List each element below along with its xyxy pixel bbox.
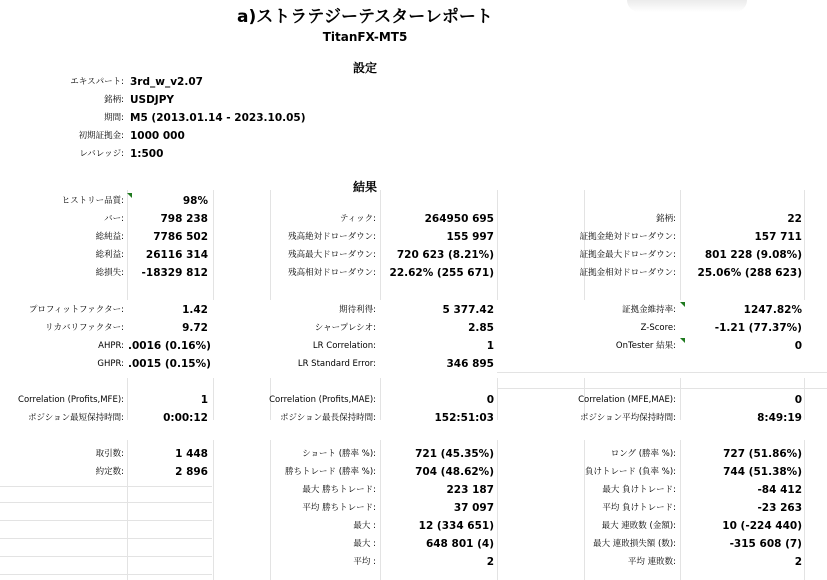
setting-1-value: USDJPY bbox=[130, 94, 175, 106]
stats-col3-1-label: Z-Score: bbox=[640, 323, 676, 333]
trades-col3-2-value: -84 412 bbox=[757, 484, 802, 496]
trades-col2-4-label: 最大 : bbox=[353, 521, 376, 531]
result-col1-2-label: 総利益: bbox=[95, 250, 124, 260]
setting-2-label: 期間: bbox=[104, 113, 124, 123]
setting-1-label: 銘柄: bbox=[104, 95, 124, 105]
trades-col2-6-value: 2 bbox=[486, 556, 494, 568]
cell-comment-marker-icon[interactable] bbox=[680, 302, 685, 307]
result-col3-2-value: 801 228 (9.08%) bbox=[704, 249, 802, 261]
trades-col3-0-label: ロング (勝率 %): bbox=[610, 449, 676, 459]
hold-col3-value: 8:49:19 bbox=[757, 412, 802, 424]
settings-heading: 設定 bbox=[352, 61, 377, 75]
corr-col3-value: 0 bbox=[794, 394, 802, 406]
trades-col2-5-label: 最大 : bbox=[353, 539, 376, 549]
result-col1-2-value: 26116 314 bbox=[145, 249, 208, 261]
corr-col2-value: 0 bbox=[486, 394, 494, 406]
trades-col2-2-value: 223 187 bbox=[446, 484, 494, 496]
hold-col1-value: 0:00:12 bbox=[163, 412, 208, 424]
trades-col1-1-value: 2 896 bbox=[175, 466, 208, 478]
trades-col1-0-label: 取引数: bbox=[95, 449, 124, 459]
report-subtitle: TitanFX-MT5 bbox=[322, 30, 408, 44]
trades-col2-6-label: 平均 : bbox=[353, 557, 376, 567]
gridline bbox=[804, 190, 805, 300]
trades-col2-5-value: 648 801 (4) bbox=[425, 538, 494, 550]
corr-col3-label: Correlation (MFE,MAE): bbox=[578, 395, 676, 405]
stats-col1-1-value: 9.72 bbox=[182, 322, 208, 334]
stats-col2-0-value: 5 377.42 bbox=[442, 304, 494, 316]
trades-col3-2-label: 最大 負けトレード: bbox=[602, 485, 676, 495]
trades-col2-4-value: 12 (334 651) bbox=[418, 520, 494, 532]
setting-3-value: 1000 000 bbox=[130, 130, 185, 142]
gridline bbox=[497, 388, 827, 389]
stats-col3-0-label: 証拠金維持率: bbox=[622, 305, 676, 315]
stats-col1-3-value: .0015 (0.15%) bbox=[128, 358, 211, 370]
trades-col3-0-value: 727 (51.86%) bbox=[723, 448, 802, 460]
trades-col2-0-value: 721 (45.35%) bbox=[415, 448, 494, 460]
trades-col3-1-label: 負けトレード (負率 %): bbox=[585, 467, 676, 477]
trades-col2-0-label: ショート (勝率 %): bbox=[302, 449, 376, 459]
trades-col3-1-value: 744 (51.38%) bbox=[723, 466, 802, 478]
result-col3-1-value: 157 711 bbox=[754, 231, 802, 243]
result-col1-1-label: 総純益: bbox=[95, 232, 124, 242]
setting-4-value: 1:500 bbox=[130, 148, 164, 160]
setting-2-value: M5 (2013.01.14 - 2023.10.05) bbox=[130, 112, 306, 124]
stats-col1-2-value: .0016 (0.16%) bbox=[128, 340, 211, 352]
result-col3-0-value: 22 bbox=[787, 213, 802, 225]
hold-col2-value: 152:51:03 bbox=[434, 412, 494, 424]
stats-col2-3-label: LR Standard Error: bbox=[297, 359, 376, 369]
trades-col1-1-label: 約定数: bbox=[95, 467, 124, 477]
hold-col2-label: ポジション最長保持時間: bbox=[280, 413, 376, 423]
trades-col3-4-label: 最大 連敗数 (金額): bbox=[601, 521, 676, 531]
trades-col3-5-value: -315 608 (7) bbox=[729, 538, 802, 550]
result-col2-3-value: 22.62% (255 671) bbox=[389, 267, 494, 279]
stats-col2-0-label: 期待利得: bbox=[339, 305, 376, 315]
cell-comment-marker-icon[interactable] bbox=[680, 338, 685, 343]
trades-col2-2-label: 最大 勝ちトレード: bbox=[302, 485, 376, 495]
cell-comment-marker-icon[interactable] bbox=[127, 193, 132, 198]
setting-0-value: 3rd_w_v2.07 bbox=[130, 76, 203, 88]
stats-col3-1-value: -1.21 (77.37%) bbox=[714, 322, 802, 334]
stats-col2-1-value: 2.85 bbox=[468, 322, 494, 334]
gridline bbox=[497, 190, 498, 300]
gridline bbox=[584, 190, 585, 300]
trades-col3-3-label: 平均 負けトレード: bbox=[602, 503, 676, 513]
stats-col3-2-label: OnTester 結果: bbox=[615, 341, 676, 351]
result-col2-1-value: 155 997 bbox=[446, 231, 494, 243]
result-col1-0-label: バー: bbox=[104, 214, 124, 224]
gridline bbox=[804, 378, 805, 420]
trades-col1-0-value: 1 448 bbox=[175, 448, 208, 460]
trades-col3-3-value: -23 263 bbox=[757, 502, 802, 514]
corr-col1-label: Correlation (Profits,MFE): bbox=[18, 395, 124, 405]
stats-col3-2-value: 0 bbox=[794, 340, 802, 352]
results-heading: 結果 bbox=[352, 180, 377, 194]
result-col1-3-value: -18329 812 bbox=[141, 267, 208, 279]
setting-4-label: レバレッジ: bbox=[79, 149, 124, 159]
corr-col2-label: Correlation (Profits,MAE): bbox=[269, 395, 376, 405]
history-quality-label: ヒストリー品質: bbox=[61, 196, 124, 206]
gridline bbox=[270, 190, 271, 300]
stats-col1-0-value: 1.42 bbox=[182, 304, 208, 316]
result-col1-0-value: 798 238 bbox=[160, 213, 208, 225]
result-col2-0-label: ティック: bbox=[339, 214, 376, 224]
stats-col1-0-label: プロフィットファクター: bbox=[28, 305, 124, 315]
result-col2-2-value: 720 623 (8.21%) bbox=[396, 249, 494, 261]
hold-col1-label: ポジション最短保持時間: bbox=[28, 413, 124, 423]
report-title: a)ストラテジーテスターレポート bbox=[237, 7, 493, 27]
stats-col3-0-value: 1247.82% bbox=[743, 304, 802, 316]
gridline bbox=[380, 190, 381, 300]
stats-col2-2-value: 1 bbox=[486, 340, 494, 352]
trades-col3-6-label: 平均 連敗数: bbox=[627, 557, 676, 567]
gridline bbox=[497, 372, 827, 373]
stats-col1-2-label: AHPR: bbox=[98, 341, 124, 351]
result-col2-1-label: 残高絶対ドローダウン: bbox=[288, 232, 376, 242]
gridline bbox=[0, 574, 212, 575]
trades-col3-4-value: 10 (-224 440) bbox=[722, 520, 802, 532]
history-quality-value: 98% bbox=[182, 195, 208, 207]
setting-0-label: エキスパート: bbox=[70, 77, 124, 87]
result-col2-2-label: 残高最大ドローダウン: bbox=[288, 250, 376, 260]
result-col3-3-label: 証拠金相対ドローダウン: bbox=[579, 268, 676, 278]
result-col1-3-label: 総損失: bbox=[95, 268, 124, 278]
gridline bbox=[680, 378, 681, 420]
stats-col2-3-value: 346 895 bbox=[446, 358, 494, 370]
stats-col1-3-label: GHPR: bbox=[97, 359, 124, 369]
result-col3-1-label: 証拠金絶対ドローダウン: bbox=[579, 232, 676, 242]
stats-col1-1-label: リカバリファクター: bbox=[45, 323, 124, 333]
stats-col2-2-label: LR Correlation: bbox=[312, 341, 376, 351]
gridline bbox=[680, 190, 681, 300]
corr-col1-value: 1 bbox=[200, 394, 208, 406]
result-col3-2-label: 証拠金最大ドローダウン: bbox=[579, 250, 676, 260]
result-col2-0-value: 264950 695 bbox=[424, 213, 494, 225]
stats-col2-1-label: シャープレシオ: bbox=[314, 323, 376, 333]
gridline bbox=[213, 190, 214, 300]
trades-col2-3-label: 平均 勝ちトレード: bbox=[302, 503, 376, 513]
trades-col2-3-value: 37 097 bbox=[453, 502, 494, 514]
gridline bbox=[804, 440, 805, 580]
hold-col3-label: ポジション平均保持時間: bbox=[580, 413, 676, 423]
setting-3-label: 初期証拠金: bbox=[78, 131, 124, 141]
gridline bbox=[680, 440, 681, 580]
trades-col2-1-value: 704 (48.62%) bbox=[415, 466, 494, 478]
result-col3-3-value: 25.06% (288 623) bbox=[697, 267, 802, 279]
trades-col2-1-label: 勝ちトレード (勝率 %): bbox=[285, 467, 376, 477]
result-col1-1-value: 7786 502 bbox=[153, 231, 208, 243]
result-col3-0-label: 銘柄: bbox=[656, 214, 676, 224]
trades-col3-6-value: 2 bbox=[794, 556, 802, 568]
trades-col3-5-label: 最大 連敗損失額 (数): bbox=[593, 539, 676, 549]
result-col2-3-label: 残高相対ドローダウン: bbox=[288, 268, 376, 278]
